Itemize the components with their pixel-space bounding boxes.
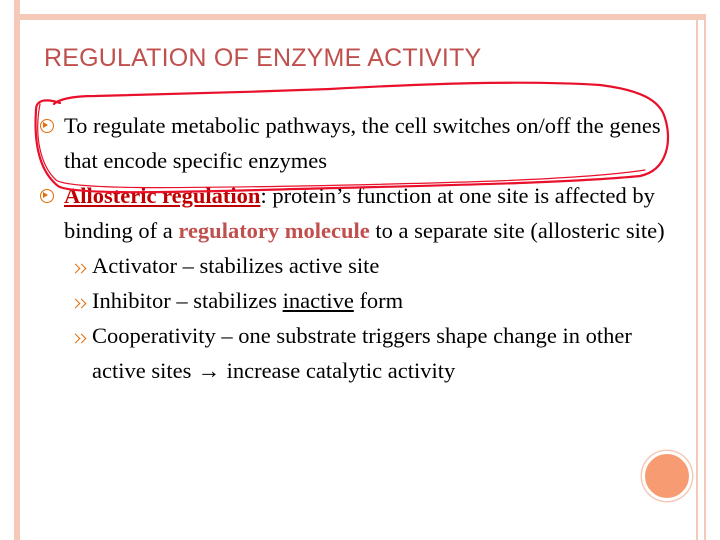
- slide-content: [40, 108, 690, 388]
- circled-arrow-icon: [40, 178, 54, 213]
- slide-border-right-inner: [696, 14, 698, 540]
- underlined-word-inactive: inactive: [282, 288, 354, 313]
- bullet-item-2: [40, 178, 690, 248]
- slide-title: REGULATION OF ENZYME ACTIVITY: [44, 44, 482, 72]
- slide-border-top: [14, 14, 706, 20]
- circled-arrow-icon: [40, 108, 54, 143]
- term-allosteric-regulation: Allosteric regulation: [64, 183, 261, 208]
- bullet-item-1: [40, 108, 690, 178]
- sub-bullet-text-inhibitor-a: Inhibitor – stabilizes: [92, 288, 283, 313]
- sub-bullet-text-cooperativity-a: Cooperativity – one substrate triggers shape change in other active sites: [92, 323, 632, 383]
- bullet-text-2b: to a separate site (allosteric site): [369, 218, 665, 243]
- double-chevron-icon: [72, 283, 88, 318]
- sub-bullet-text-activator: Activator – stabilizes active site: [92, 253, 380, 278]
- bullet-text-1: To regulate metabolic pathways, the cell switches on/off the genes that encode specific enzymes: [64, 113, 661, 173]
- right-arrow-icon: →: [197, 358, 221, 383]
- sub-bullet-cooperativity: [40, 318, 690, 388]
- double-chevron-icon: [72, 318, 88, 353]
- sub-bullet-activator: [40, 248, 690, 283]
- double-chevron-icon: [72, 248, 88, 283]
- sub-bullet-inhibitor: [40, 283, 690, 318]
- sub-bullet-text-inhibitor-b: form: [353, 288, 404, 313]
- slide-border-left: [14, 0, 20, 540]
- sub-bullet-text-cooperativity-b: increase catalytic activity: [220, 358, 456, 383]
- bullet-text-2a: : protein’s function at one site is affected by binding of a: [64, 183, 655, 243]
- decorative-circle: [642, 451, 692, 501]
- slide-border-right-outer: [704, 14, 706, 540]
- highlight-regulatory-molecule: regulatory molecule: [178, 218, 370, 243]
